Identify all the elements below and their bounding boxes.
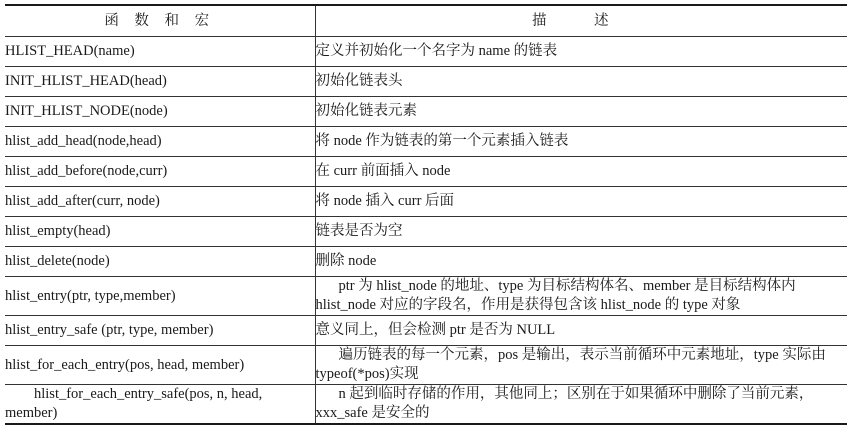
function-cell: hlist_for_each_entry_safe(pos, n, head, member) <box>5 385 315 425</box>
function-cell: HLIST_HEAD(name) <box>5 37 315 67</box>
table-row <box>5 385 847 425</box>
function-cell: hlist_add_before(node,curr) <box>5 157 315 187</box>
description-cell: 定义并初始化一个名字为 name 的链表 <box>315 37 847 67</box>
description-cell: 遍历链表的每一个元素，pos 是输出，表示当前循环中元素地址，type 实际由 typeof(*pos)实现 <box>315 346 847 385</box>
table-row <box>5 67 847 97</box>
table-header-row <box>5 5 847 37</box>
header-functions-macros: 函 数 和 宏 <box>5 5 315 37</box>
table-row <box>5 316 847 346</box>
table-row <box>5 37 847 67</box>
table-row <box>5 187 847 217</box>
function-cell: hlist_add_after(curr, node) <box>5 187 315 217</box>
function-cell: hlist_entry_safe (ptr, type, member) <box>5 316 315 346</box>
table-row <box>5 217 847 247</box>
description-cell: ptr 为 hlist_node 的地址、type 为目标结构体名、member 是目标结构体内 hlist_node 对应的字段名，作用是获得包含该 hlist_node 的 type 对象 <box>315 277 847 316</box>
description-cell: 将 node 作为链表的第一个元素插入链表 <box>315 127 847 157</box>
function-cell: hlist_delete(node) <box>5 247 315 277</box>
description-cell: 将 node 插入 curr 后面 <box>315 187 847 217</box>
function-cell: INIT_HLIST_HEAD(head) <box>5 67 315 97</box>
table-row <box>5 127 847 157</box>
table-row <box>5 97 847 127</box>
description-cell: 初始化链表头 <box>315 67 847 97</box>
description-cell: 初始化链表元素 <box>315 97 847 127</box>
hlist-api-table <box>5 4 847 425</box>
description-cell: 意义同上，但会检测 ptr 是否为 NULL <box>315 316 847 346</box>
description-cell: 删除 node <box>315 247 847 277</box>
function-cell: hlist_for_each_entry(pos, head, member) <box>5 346 315 385</box>
description-cell: n 起到临时存储的作用，其他同上；区别在于如果循环中删除了当前元素，xxx_safe 是安全的 <box>315 386 814 421</box>
table-row <box>5 247 847 277</box>
description-cell: 链表是否为空 <box>315 217 847 247</box>
description-cell: 在 curr 前面插入 node <box>315 157 847 187</box>
table-row <box>5 157 847 187</box>
function-cell: INIT_HLIST_NODE(node) <box>5 97 315 127</box>
header-description: 描 述 <box>315 5 847 37</box>
function-cell: hlist_entry(ptr, type,member) <box>5 277 315 316</box>
function-cell: hlist_add_head(node,head) <box>5 127 315 157</box>
table-row <box>5 346 847 385</box>
function-cell: hlist_empty(head) <box>5 217 315 247</box>
table-row <box>5 277 847 316</box>
